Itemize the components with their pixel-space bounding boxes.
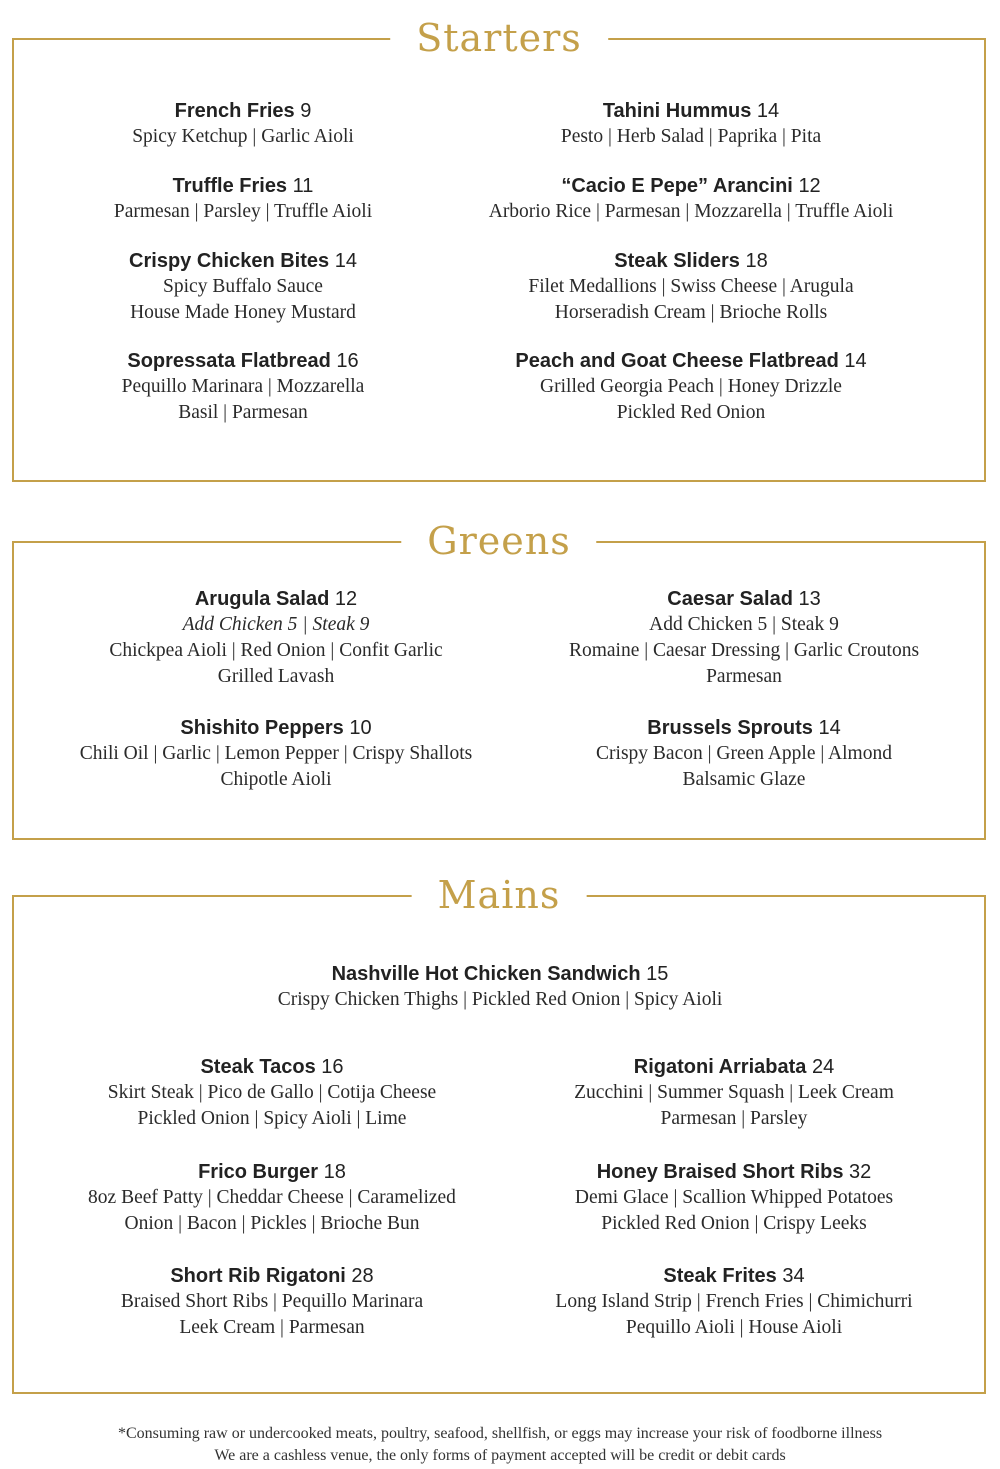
item-description: Crispy Bacon | Green Apple | Almond [596, 743, 892, 764]
item-name: Steak Tacos [200, 1056, 316, 1078]
item-price: 12 [798, 175, 821, 197]
item-description: Onion | Bacon | Pickles | Brioche Bun [124, 1213, 420, 1234]
menu-item [574, 1054, 894, 1132]
item-price: 24 [811, 1056, 835, 1078]
item-name: Tahini Hummus [602, 100, 752, 122]
item-name: Brussels Sprouts [647, 717, 813, 739]
item-name: Honey Braised Short Ribs [596, 1161, 844, 1183]
item-description: Pickled Onion | Spicy Aioli | Lime [137, 1108, 407, 1129]
menu-item [80, 715, 472, 793]
item-description: Chickpea Aioli | Red Onion | Confit Garlic [109, 640, 443, 661]
menu-item [561, 98, 821, 150]
item-description: 8oz Beef Patty | Cheddar Cheese | Caramelized [88, 1187, 456, 1208]
menu-item [122, 348, 365, 426]
menu-item [596, 715, 892, 793]
item-description: Demi Glace | Scallion Whipped Potatoes [574, 1187, 894, 1208]
item-name: Rigatoni Arriabata [633, 1056, 807, 1078]
item-name: “Cacio E Pepe” Arancini [561, 175, 793, 197]
item-description: Chili Oil | Garlic | Lemon Pepper | Crispy Shallots [79, 743, 473, 764]
item-description: Braised Short Ribs | Pequillo Marinara [120, 1291, 424, 1312]
item-name: Crispy Chicken Bites [129, 250, 330, 272]
item-price: 14 [818, 717, 841, 739]
item-price: 18 [323, 1161, 346, 1183]
menu-item [109, 586, 442, 690]
item-description: Parmesan | Parsley [660, 1108, 808, 1129]
item-description: Skirt Steak | Pico de Gallo | Cotija Cheese [107, 1082, 437, 1103]
menu-item [132, 98, 354, 150]
item-description: Chipotle Aioli [220, 769, 332, 790]
menu-item [569, 586, 919, 690]
item-description: Basil | Parmesan [178, 402, 308, 423]
section-title-mains: Mains [412, 871, 587, 919]
item-description: Long Island Strip | French Fries | Chimichurri [555, 1291, 913, 1312]
item-description: Horseradish Cream | Brioche Rolls [554, 302, 828, 323]
menu-item [114, 173, 372, 225]
item-name: Short Rib Rigatoni [170, 1265, 346, 1287]
menu-item [555, 1263, 912, 1341]
item-price: 32 [849, 1161, 872, 1183]
item-description: Romaine | Caesar Dressing | Garlic Croutons [568, 640, 920, 661]
item-name: Frico Burger [198, 1161, 319, 1183]
item-addon: Add Chicken 5 | Steak 9 [182, 614, 370, 635]
item-description: Pickled Red Onion | Crispy Leeks [601, 1213, 867, 1234]
item-price: 12 [334, 588, 358, 610]
item-description: Crispy Chicken Thighs | Pickled Red Onion | Spicy Aioli [277, 989, 723, 1010]
item-price: 16 [336, 350, 359, 372]
item-description: Filet Medallions | Swiss Cheese | Arugula [528, 276, 854, 297]
footer-disclaimer: *Consuming raw or undercooked meats, poultry, seafood, shellfish, or eggs may increase your risk of foodborne illness [117, 1425, 883, 1442]
item-price: 11 [292, 175, 314, 197]
menu-item [108, 1054, 436, 1132]
item-price: 14 [844, 350, 867, 372]
item-description: Spicy Buffalo Sauce [163, 276, 323, 297]
item-description: Pequillo Marinara | Mozzarella [121, 376, 365, 397]
menu-item [129, 248, 357, 326]
item-description: Zucchini | Summer Squash | Leek Cream [574, 1082, 894, 1103]
item-description: Add Chicken 5 | Steak 9 [649, 614, 839, 635]
item-description: Parmesan | Parsley | Truffle Aioli [113, 201, 373, 222]
item-description: Pesto | Herb Salad | Paprika | Pita [560, 126, 822, 147]
item-price: 10 [349, 717, 372, 739]
section-title-starters: Starters [390, 14, 608, 62]
item-description: Pequillo Aioli | House Aioli [625, 1317, 843, 1338]
item-price: 34 [782, 1265, 805, 1287]
footer-payment-note: We are a cashless venue, the only forms of payment accepted will be credit or debit cards [214, 1447, 786, 1464]
item-description: Grilled Georgia Peach | Honey Drizzle [540, 376, 842, 397]
item-price: 14 [334, 250, 357, 272]
item-description: Parmesan [706, 666, 782, 687]
item-price: 14 [756, 100, 780, 122]
item-price: 9 [300, 100, 312, 122]
menu-item [489, 173, 894, 225]
item-description: Grilled Lavash [217, 666, 335, 687]
item-description: Pickled Red Onion [616, 402, 766, 423]
item-name: Shishito Peppers [180, 717, 344, 739]
item-name: Arugula Salad [194, 588, 330, 610]
item-name: French Fries [174, 100, 295, 122]
item-name: Steak Frites [663, 1265, 777, 1287]
menu-item [575, 1159, 893, 1237]
item-name: Caesar Salad [667, 588, 793, 610]
item-price: 15 [646, 963, 669, 985]
menu-item [88, 1159, 456, 1237]
menu-item [515, 348, 866, 426]
item-price: 28 [351, 1265, 374, 1287]
item-price: 18 [745, 250, 768, 272]
item-name: Truffle Fries [172, 175, 288, 197]
item-description: Leek Cream | Parmesan [179, 1317, 365, 1338]
item-name: Peach and Goat Cheese Flatbread [515, 350, 839, 372]
item-name: Sopressata Flatbread [127, 350, 331, 372]
item-name: Steak Sliders [614, 250, 740, 272]
item-description: Balsamic Glaze [682, 769, 806, 790]
item-name: Nashville Hot Chicken Sandwich [331, 963, 641, 985]
item-price: 13 [798, 588, 821, 610]
menu-item [278, 961, 723, 1013]
section-title-greens: Greens [401, 517, 596, 565]
item-description: Arborio Rice | Parmesan | Mozzarella | Truffle Aioli [488, 201, 894, 222]
item-description: Spicy Ketchup | Garlic Aioli [132, 126, 354, 147]
menu-item [121, 1263, 423, 1341]
item-price: 16 [321, 1056, 344, 1078]
menu-item [528, 248, 853, 326]
item-description: House Made Honey Mustard [130, 302, 356, 323]
